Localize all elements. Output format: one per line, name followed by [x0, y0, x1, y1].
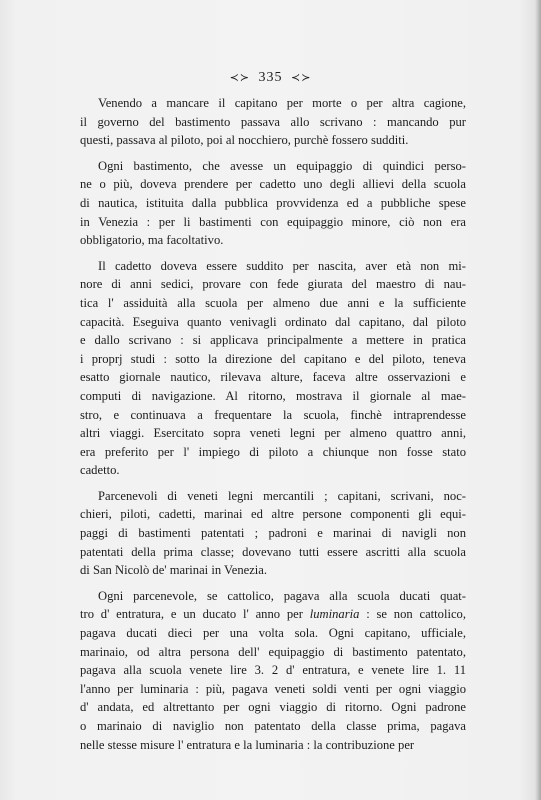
text-line: pagava ducati dieci per una volta sola. Ogni capitano, ufficiale,: [80, 626, 466, 641]
text-line: marinaio, od altra persona dell' equipaggio di bastimento patentato,: [80, 644, 466, 659]
text-line: ne o più, doveva prendere per cadetto uno degli allievi della scuola: [80, 177, 466, 192]
text-line: i proprj studi : sotto la direzione del capitano e del piloto, teneva: [80, 351, 466, 366]
header-ornament-left: ≺≻: [229, 72, 250, 84]
text-line: esatto giornale nautico, rilevava alture, faceva altre osservazioni e: [80, 370, 466, 385]
page-edge-shadow: [535, 0, 541, 800]
paragraph: [80, 94, 466, 150]
text-line: e dallo scrivano : si applicava principalmente a mettere in pratica: [80, 333, 466, 348]
text-line: in Venezia : per li bastimenti con equipaggio minore, ciò non era: [80, 214, 466, 229]
paragraph-gap: [80, 580, 466, 587]
header-ornament-right: ≺≻: [291, 72, 312, 84]
text-line: l'anno per luminaria : più, pagava veneti soldi venti per ogni viaggio: [80, 681, 466, 696]
text-line: computi di navigazione. Al ritorno, mostrava il giornale al mae-: [80, 388, 466, 403]
text-line: pagava alla scuola venete lire 3. 2 d' entratura, e venete lire 1. 11: [80, 663, 466, 678]
text-line: nelle stesse misure l' entratura e la luminaria : la contribuzione per: [80, 737, 415, 752]
text-line: Parcenevoli di veneti legni mercantili ; capitani, scrivani, noc-: [98, 488, 466, 503]
text-line: capacità. Eseguiva quanto venivagli ordinato dal capitano, dal piloto: [80, 314, 466, 329]
text-line: di nautica, istituita dalla pubblica provvidenza ed a pubbliche spese: [80, 195, 466, 210]
text-line: tica l' assiduità alla scuola per almeno due anni e la sufficiente: [80, 295, 466, 310]
paragraph-gap: [80, 150, 466, 157]
paragraph: [80, 157, 466, 250]
text-line: cadetto.: [80, 463, 120, 478]
paragraph-gap: [80, 480, 466, 487]
text-line: Ogni parcenevole, se cattolico, pagava alla scuola ducati quat-: [98, 588, 466, 603]
italic-term: luminaria: [309, 607, 360, 622]
page-number: 335: [258, 70, 283, 85]
page-header: [0, 70, 541, 86]
paragraph: [80, 587, 466, 754]
body-text: [80, 94, 466, 754]
text-line: Venendo a mancare il capitano per morte o per altra cagione,: [98, 96, 466, 110]
text-line: il governo del bastimento passava allo scrivano : mancando pur: [80, 114, 466, 129]
text-line: paggi di bastimenti patentati ; padroni e marinai di navigli non: [80, 526, 466, 541]
text-line: patentati della prima classe; dovevano tutti essere ascritti alla scuola: [80, 544, 466, 559]
text-line: tro d' entratura, e un ducato l' anno per luminaria : se non cattolico,: [80, 607, 467, 622]
text-line: era preferito per l' impiego di piloto a chiunque non fosse stato: [80, 444, 466, 459]
text-line: nore di anni sedici, provare con fede giurata del maestro di nau-: [80, 277, 466, 292]
text-line: di San Nicolò de' marinai in Venezia.: [80, 563, 268, 578]
text-line: d' andata, ed altrettanto per ogni viaggio di ritorno. Ogni padrone: [80, 700, 466, 715]
text-line: Il cadetto doveva essere suddito per nascita, aver età non mi-: [98, 258, 466, 273]
paragraph: [80, 487, 466, 580]
text-line: Ogni bastimento, che avesse un equipaggio di quindici perso-: [98, 158, 466, 173]
text-line: altri viaggi. Esercitato sopra veneti legni per almeno quattro anni,: [80, 426, 466, 441]
text-line: stro, e continuava a frequentare la scuola, finchè intraprendesse: [80, 407, 466, 422]
text-line: o marinaio di naviglio non patentato della classe prima, pagava: [80, 719, 466, 733]
text-line: chieri, piloti, cadetti, marinai ed altre persone componenti gli equi-: [80, 507, 466, 522]
paragraph: [80, 257, 466, 480]
text-line: questi, passava al piloto, poi al nocchiero, purchè fossero sudditi.: [80, 133, 409, 148]
text-line: obbligatorio, ma facoltativo.: [80, 233, 224, 248]
paragraph-gap: [80, 250, 466, 257]
